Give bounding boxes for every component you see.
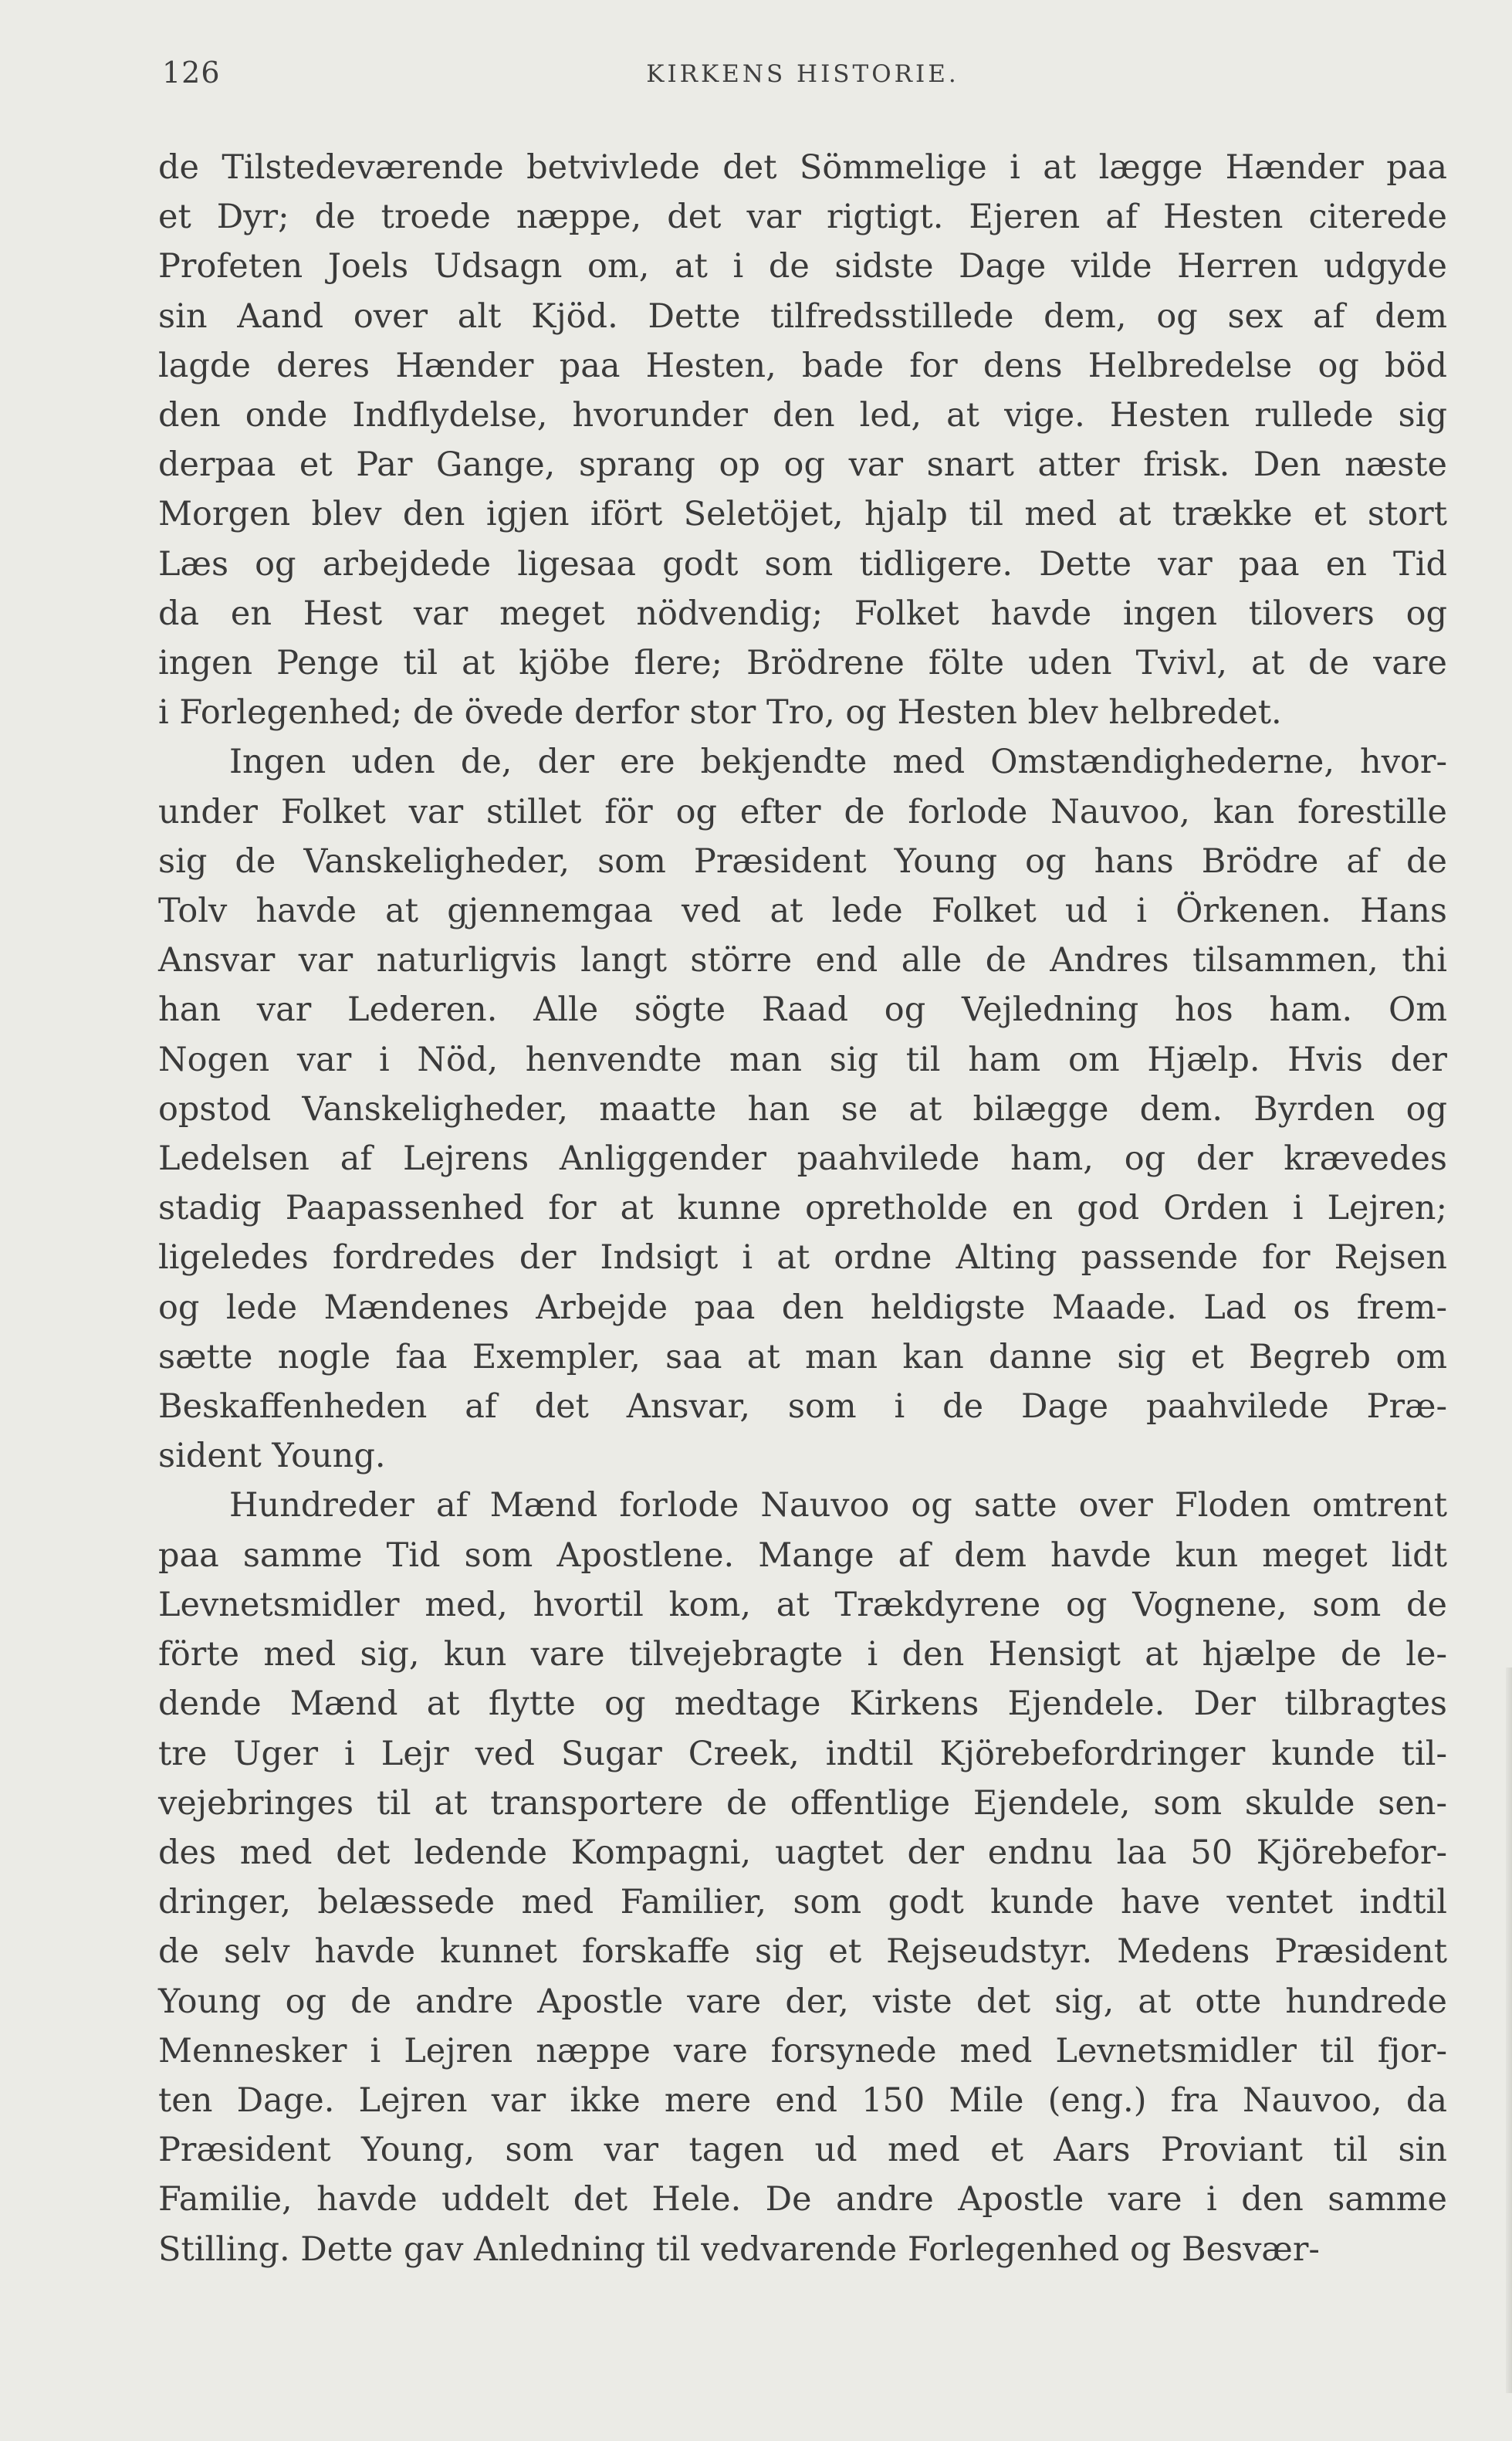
- body-text: [158, 143, 1447, 2274]
- text-line: Stilling. Dette gav Anledning til vedvarende Forlegenhed og Besvær-: [158, 2229, 1320, 2269]
- text-line: et Dyr; de troede næppe, det var rigtigt. Ejeren af Hesten citerede: [158, 198, 1447, 237]
- text-line: tre Uger i Lejr ved Sugar Creek, indtil Kjörebefordringer kunde til-: [158, 1734, 1447, 1773]
- text-line: ingen Penge til at kjöbe flere; Brödrene fölte uden Tvivl, at de vare: [158, 644, 1447, 683]
- text-line: Ansvar var naturligvis langt större end alle de Andres tilsammen, thi: [158, 941, 1447, 980]
- page-header: [162, 56, 1443, 102]
- running-head: KIRKENS HISTORIE.: [646, 60, 959, 88]
- page-edge-shadow: [1506, 1667, 1512, 2393]
- text-line: sætte nogle faa Exempler, saa at man kan danne sig et Begreb om: [158, 1337, 1447, 1376]
- text-line: Profeten Joels Udsagn om, at i de sidste Dage vilde Herren udgyde: [158, 247, 1447, 286]
- text-line: Hundreder af Mænd forlode Nauvoo og satte over Floden omtrent: [229, 1486, 1447, 1525]
- text-line: des med det ledende Kompagni, uagtet der endnu laa 50 Kjörebefor-: [158, 1833, 1447, 1872]
- text-line: Præsident Young, som var tagen ud med et Aars Proviant til sin: [158, 2131, 1447, 2170]
- text-line: stadig Paapassenhed for at kunne opretholde en god Orden i Lejren;: [158, 1189, 1447, 1228]
- text-line: opstod Vanskeligheder, maatte han se at bilægge dem. Byrden og: [158, 1089, 1447, 1129]
- page-number: 126: [162, 56, 221, 90]
- text-line: paa samme Tid som Apostlene. Mange af dem havde kun meget lidt: [158, 1535, 1447, 1575]
- text-line: ten Dage. Lejren var ikke mere end 150 Mile (eng.) fra Nauvoo, da: [158, 2080, 1447, 2120]
- text-line: da en Hest var meget nödvendig; Folket havde ingen tilovers og: [158, 594, 1447, 633]
- text-line: i Forlegenhed; de övede derfor stor Tro, og Hesten blev helbredet.: [158, 693, 1282, 733]
- paragraph: [158, 1481, 1447, 2273]
- text-line: de selv havde kunnet forskaffe sig et Rejseudstyr. Medens Præsident: [158, 1932, 1447, 1972]
- text-line: de Tilstedeværende betvivlede det Sömmelige i at lægge Hænder paa: [158, 148, 1447, 187]
- text-line: vejebringes til at transportere de offentlige Ejendele, som skulde sen-: [158, 1783, 1447, 1823]
- text-line: Tolv havde at gjennemgaa ved at lede Folket ud i Örkenen. Hans: [158, 892, 1447, 931]
- text-line: dende Mænd at flytte og medtage Kirkens Ejendele. Der tilbragtes: [158, 1684, 1447, 1724]
- text-line: Læs og arbejdede ligesaa godt som tidligere. Dette var paa en Tid: [158, 544, 1447, 584]
- text-line: sig de Vanskeligheder, som Præsident Young og hans Brödre af de: [158, 841, 1447, 881]
- text-line: Levnetsmidler med, hvortil kom, at Trækdyrene og Vognene, som de: [158, 1585, 1447, 1624]
- text-line: dringer, belæssede med Familier, som godt kunde have ventet indtil: [158, 1883, 1447, 1922]
- text-line: sident Young.: [158, 1437, 386, 1476]
- text-line: Beskaffenheden af det Ansvar, som i de Dage paahvilede Præ-: [158, 1387, 1447, 1427]
- text-line: ligeledes fordredes der Indsigt i at ordne Alting passende for Rejsen: [158, 1238, 1447, 1278]
- text-line: den onde Indflydelse, hvorunder den led, at vige. Hesten rullede sig: [158, 396, 1447, 435]
- paragraph: [158, 143, 1447, 737]
- text-line: han var Lederen. Alle sögte Raad og Vejledning hos ham. Om: [158, 990, 1447, 1030]
- text-line: Familie, havde uddelt det Hele. De andre Apostle vare i den samme: [158, 2180, 1447, 2219]
- paragraph: [158, 737, 1447, 1481]
- text-line: Nogen var i Nöd, henvendte man sig til ham om Hjælp. Hvis der: [158, 1040, 1447, 1079]
- text-line: Ledelsen af Lejrens Anliggender paahvilede ham, og der krævedes: [158, 1139, 1447, 1179]
- text-line: Morgen blev den igjen ifört Seletöjet, hjalp til med at trække et stort: [158, 495, 1447, 534]
- text-line: under Folket var stillet för og efter de forlode Nauvoo, kan forestille: [158, 792, 1447, 831]
- text-line: Ingen uden de, der ere bekjendte med Omstændighederne, hvor-: [229, 743, 1447, 782]
- text-line: sin Aand over alt Kjöd. Dette tilfredsstillede dem, og sex af dem: [158, 296, 1447, 336]
- text-line: og lede Mændenes Arbejde paa den heldigste Maade. Lad os frem-: [158, 1288, 1447, 1327]
- text-line: Mennesker i Lejren næppe vare forsynede med Levnetsmidler til fjor-: [158, 2031, 1447, 2070]
- text-line: förte med sig, kun vare tilvejebragte i den Hensigt at hjælpe de le-: [158, 1635, 1447, 1674]
- text-line: derpaa et Par Gange, sprang op og var snart atter frisk. Den næste: [158, 445, 1447, 485]
- text-line: lagde deres Hænder paa Hesten, bade for dens Helbredelse og böd: [158, 346, 1447, 385]
- text-line: Young og de andre Apostle vare der, viste det sig, at otte hundrede: [158, 1982, 1447, 2021]
